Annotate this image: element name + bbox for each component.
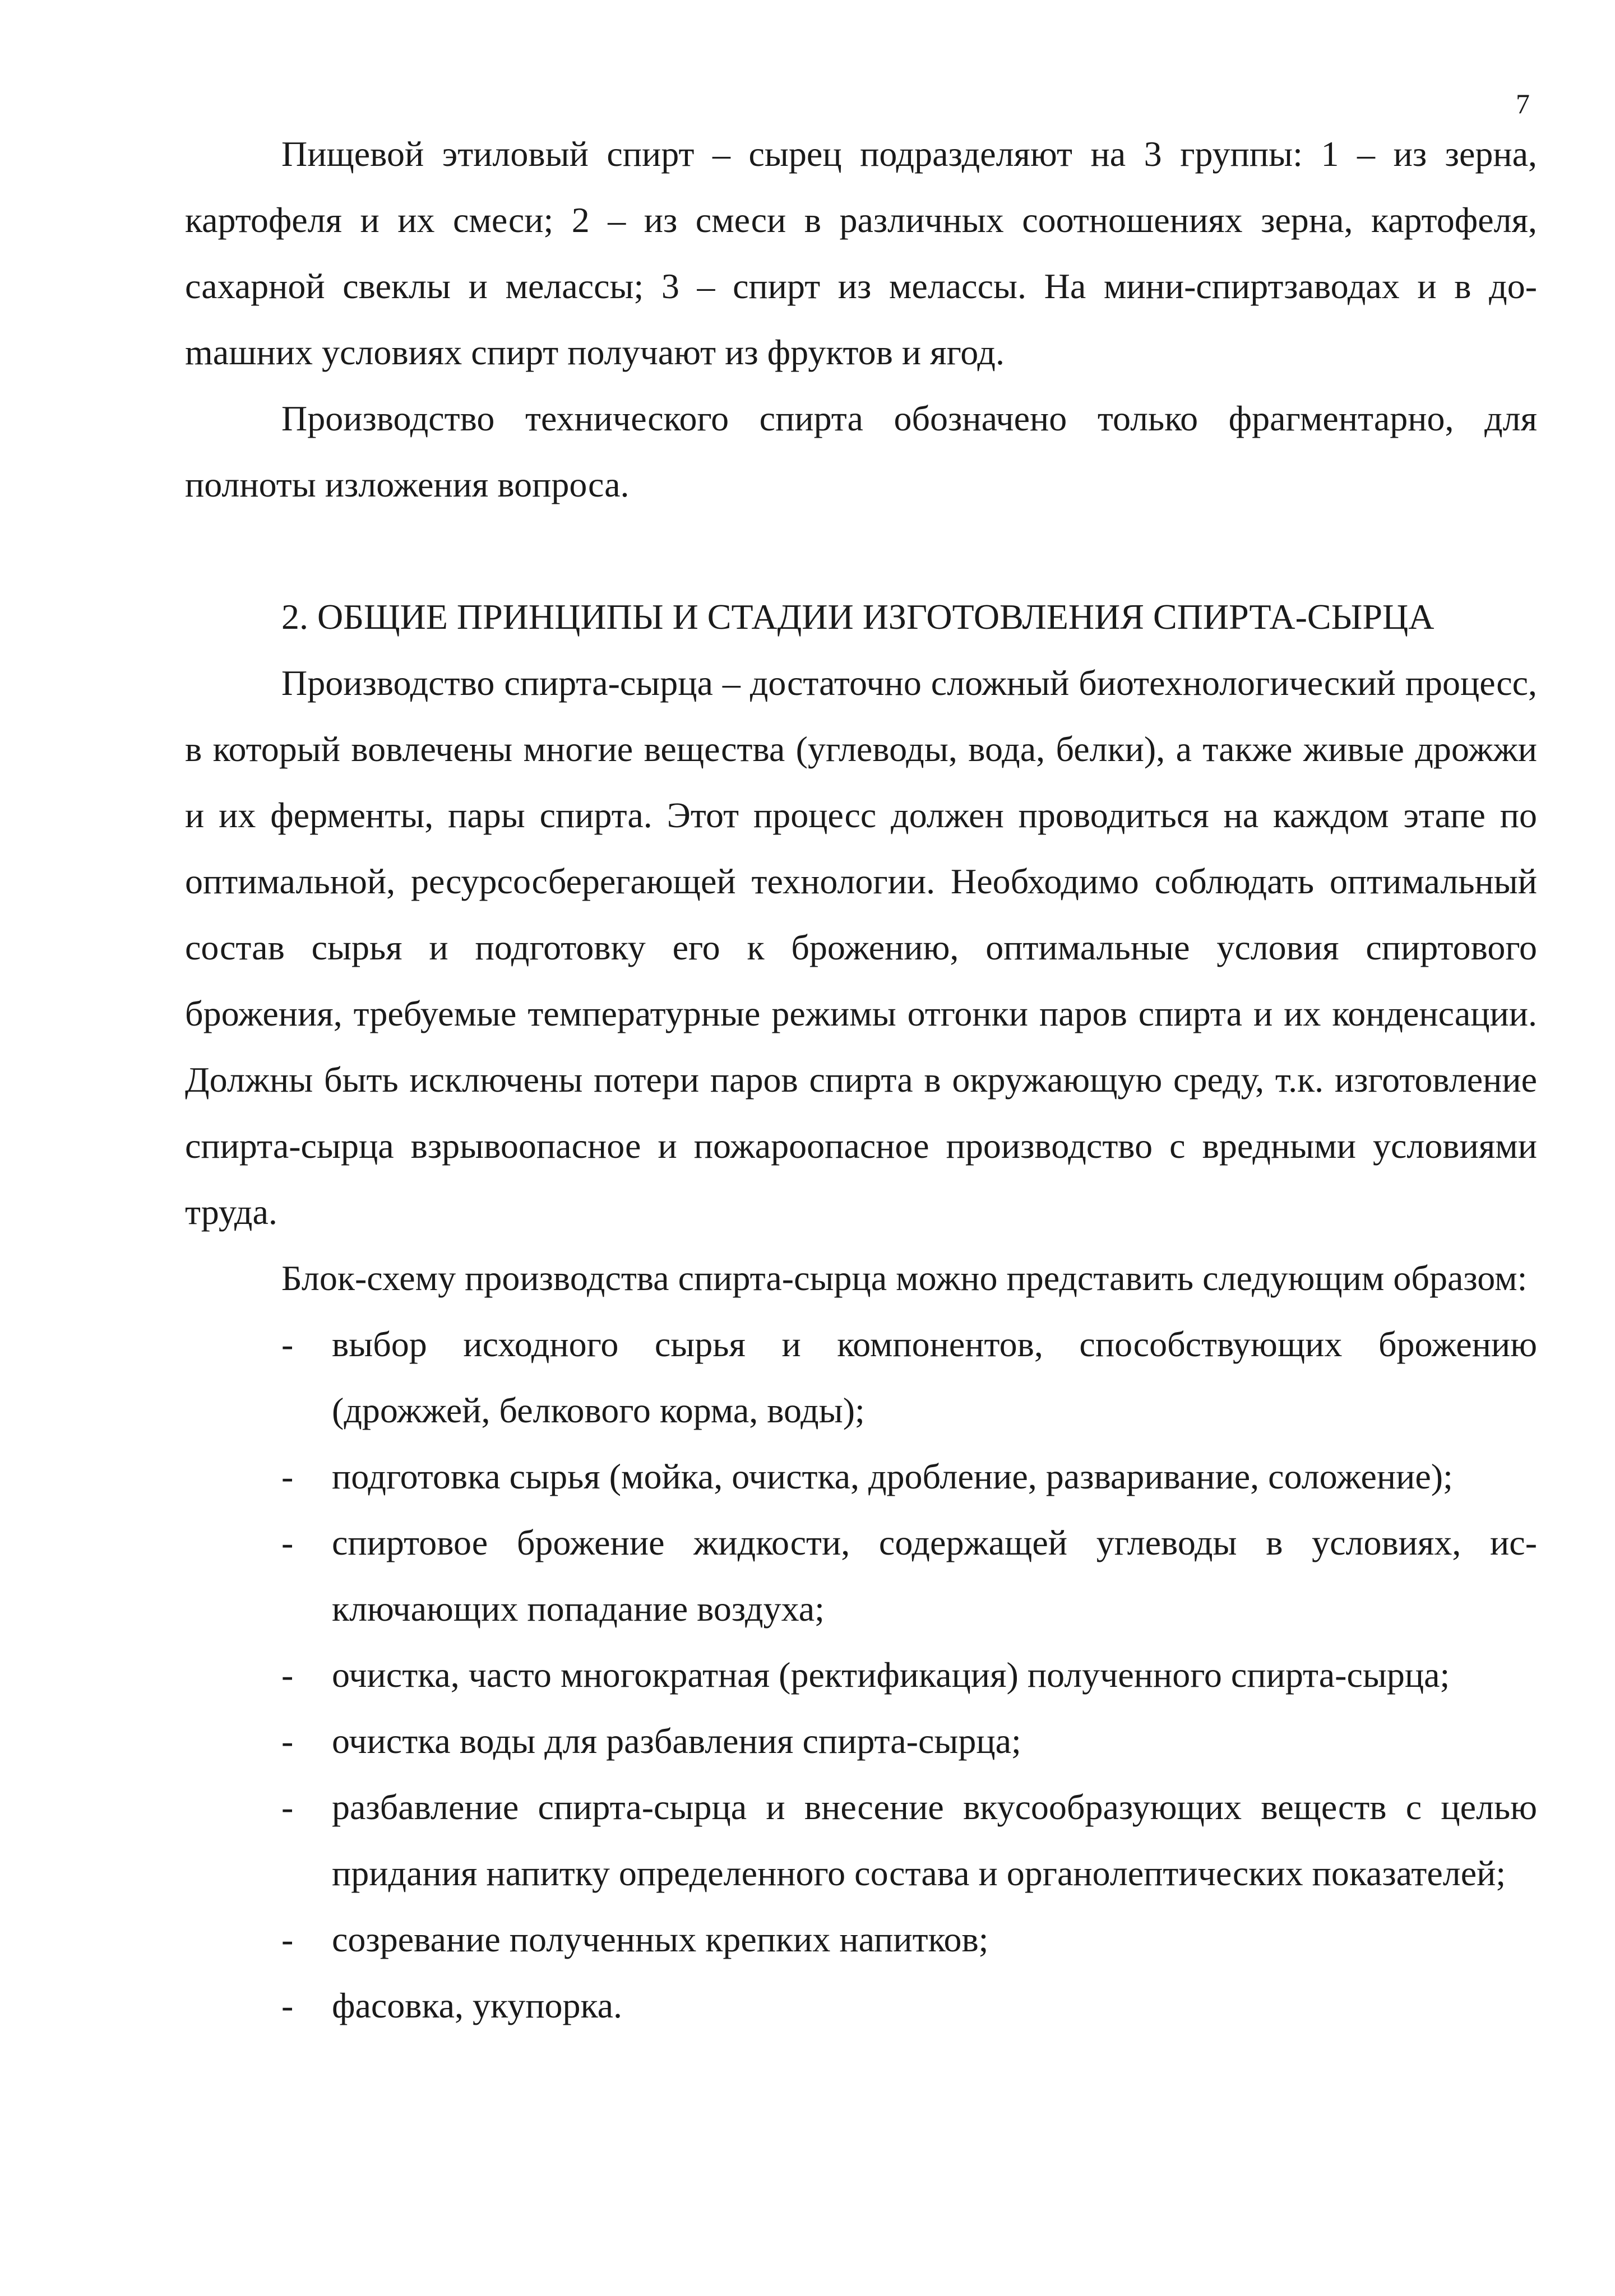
section-paragraph: Блок-схему производства спирта-сырца можно представить следующим образом: bbox=[281, 1258, 1528, 1298]
list-item bbox=[185, 1444, 1537, 1510]
list-item-text: фасовка, укупорка. bbox=[332, 1986, 622, 2025]
list-item bbox=[185, 1708, 1537, 1774]
list-item bbox=[185, 1774, 1537, 1907]
list-item bbox=[185, 1973, 1537, 2039]
list-item-text: выбор исходного сырья и компонентов, способствующих брожению (дрожжей, белкового корма, воды); bbox=[332, 1324, 1537, 1430]
section-paragraph: Производство спирта-сырца – достаточно сложный биотехнологический процесс, в который вовлечены многие вещества (углеводы, вода, белки), а также живые дрожжи и их ферменты, пары спирта. Этот процесс должен проводиться на каждом этапе по оптимальной, ресурсосберегающей технологии. Необходимо соблюдать оптимальный состав сырья и подготовку его к брожению, оптимальные условия спиртового брожения, требуемые температурные режимы отгонки паров спирта и их конденсации. Должны быть исключены потери паров спирта в окружающую среду, т.к. изготовление спирта-сырца взрывоопасное и пожароопасное производство с вредными условиями труда. bbox=[185, 663, 1537, 1232]
list-bullet: - bbox=[281, 1721, 294, 1761]
list-bullet: - bbox=[281, 1919, 294, 1959]
list-bullet: - bbox=[281, 1457, 294, 1496]
list-bullet: - bbox=[281, 1787, 294, 1827]
intro-paragraph: Пищевой этиловый спирт – сырец подразделяют на 3 группы: 1 – из зерна, картофеля и их смеси; 2 – из смеси в различных соотношениях зерна, картофеля, сахарной свеклы и мелассы; 3 – спирт из мелассы. На мини-спиртзаводах и в доmашних условиях спирт получают из фруктов и ягод. bbox=[185, 134, 1537, 372]
list-item bbox=[185, 1510, 1537, 1642]
section-title: 2. ОБЩИЕ ПРИНЦИПЫ И СТАДИИ ИЗГОТОВЛЕНИЯ СПИРТА-СЫРЦА bbox=[281, 597, 1434, 637]
intro-paragraph: Производство технического спирта обозначено только фрагментарно, для полноты изложения вопроса. bbox=[185, 398, 1537, 504]
list-bullet: - bbox=[281, 1986, 294, 2025]
page-number: 7 bbox=[1516, 88, 1530, 119]
list-item-text: очистка воды для разбавления спирта-сырца; bbox=[332, 1721, 1021, 1761]
list-bullet: - bbox=[281, 1523, 294, 1562]
list-item bbox=[185, 1907, 1537, 1973]
list-item bbox=[185, 1642, 1537, 1708]
list-bullet: - bbox=[281, 1655, 294, 1695]
list-item-text: разбавление спирта-сырца и внесение вкусообразующих веществ с целью придания напитку определенного состава и органолептических показателей; bbox=[332, 1787, 1537, 1893]
list-item-text: спиртовое брожение жидкости, содержащей углеводы в условиях, исключающих попадание воздуха; bbox=[332, 1523, 1537, 1629]
list-item bbox=[185, 1311, 1537, 1444]
production-stages-list bbox=[185, 1311, 1537, 2039]
list-bullet: - bbox=[281, 1324, 294, 1364]
list-item-text: подготовка сырья (мойка, очистка, дробление, разваривание, соложение); bbox=[332, 1457, 1453, 1496]
list-item-text: созревание полученных крепких напитков; bbox=[332, 1919, 989, 1959]
page-content bbox=[185, 121, 1537, 2039]
list-item-text: очистка, часто многократная (ректификация) полученного спирта-сырца; bbox=[332, 1655, 1450, 1695]
